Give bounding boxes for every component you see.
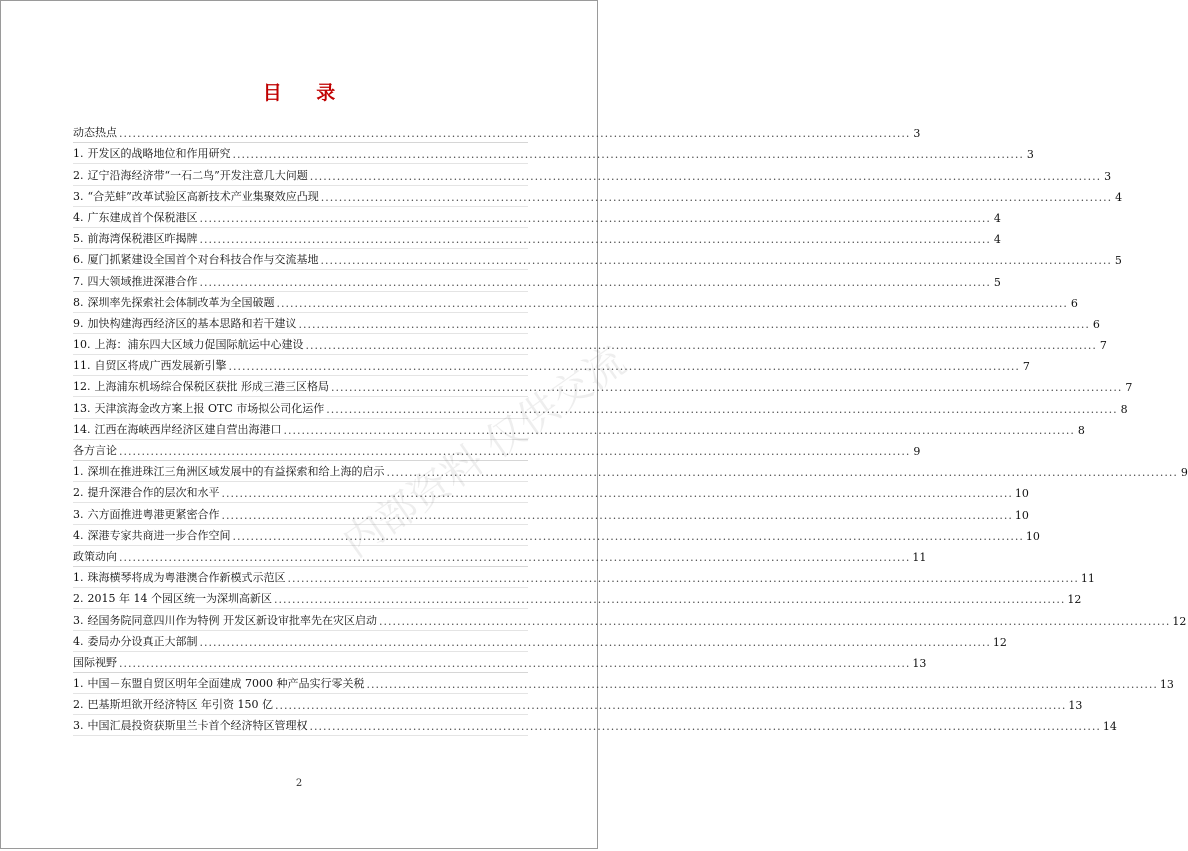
toc-entry[interactable]	[73, 164, 1112, 185]
toc-entry-number: 9.	[73, 316, 84, 330]
toc-entry[interactable]	[73, 397, 1128, 418]
toc-entry-label	[73, 167, 308, 183]
toc-entry-page: 10	[1014, 487, 1029, 501]
toc-entry[interactable]	[73, 249, 1122, 270]
dot-leader	[306, 339, 1097, 352]
dot-leader	[222, 487, 1013, 500]
dot-leader	[200, 233, 991, 246]
toc-entry-number: 3.	[73, 507, 84, 521]
toc-entry[interactable]	[73, 461, 1188, 482]
toc-entry-number: 2.	[73, 698, 84, 712]
toc-entry-label	[73, 378, 329, 394]
toc-entry-label	[73, 484, 220, 500]
toc-entry-number: 1.	[73, 677, 84, 691]
toc-entry-label	[73, 145, 231, 161]
toc-entry-number: 6.	[73, 253, 84, 267]
toc-entry-page: 5	[1114, 254, 1122, 268]
toc-entry[interactable]	[73, 715, 1117, 736]
toc-entry-number: 3.	[73, 189, 84, 203]
toc-entry[interactable]	[73, 588, 1082, 609]
dot-leader	[379, 615, 1170, 628]
toc-entry-page: 12	[1067, 593, 1082, 607]
toc-entry[interactable]	[73, 567, 1095, 588]
toc-entry-page: 7	[1125, 381, 1133, 395]
toc-section-heading[interactable]	[73, 440, 921, 461]
dot-leader	[387, 466, 1178, 479]
toc-entry-page: 8	[1120, 402, 1128, 416]
dot-leader	[331, 381, 1122, 394]
toc-entry-page: 6	[1070, 296, 1078, 310]
toc-entry-text: 六方面推进粤港更紧密合作	[87, 507, 220, 521]
toc-entry-number: 8.	[73, 295, 84, 309]
toc-entry-page: 9	[913, 445, 921, 458]
toc-entry-page: 12	[992, 635, 1007, 649]
toc-entry-label	[73, 124, 117, 140]
toc-section-heading[interactable]	[73, 122, 921, 143]
toc-entry-label	[73, 400, 324, 416]
dot-leader	[233, 530, 1024, 543]
dot-leader	[367, 678, 1158, 691]
toc-entry-label	[73, 612, 377, 628]
toc-entry-label	[73, 442, 117, 458]
toc-entry[interactable]	[73, 228, 1001, 249]
toc-entry-page: 10	[1025, 529, 1040, 543]
toc-entry-page: 5	[993, 275, 1001, 289]
toc-entry-number: 11.	[73, 359, 91, 373]
toc-entry-page: 13	[1068, 699, 1083, 713]
toc-entry-text: 提升深港合作的层次和水平	[87, 486, 220, 500]
dot-leader	[288, 572, 1079, 585]
dot-leader	[119, 551, 910, 564]
toc-entry-label	[73, 421, 282, 437]
dot-leader	[222, 509, 1013, 522]
toc-entry-number: 1.	[73, 465, 84, 479]
toc-entry[interactable]	[73, 143, 1034, 164]
toc-entry-page: 4	[993, 211, 1001, 225]
toc-entry[interactable]	[73, 270, 1001, 291]
toc-entry[interactable]	[73, 525, 1040, 546]
dot-leader	[200, 212, 991, 225]
dot-leader	[284, 424, 1075, 437]
dot-leader	[200, 276, 991, 289]
toc-entry-page: 8	[1077, 423, 1085, 437]
toc-entry-label	[73, 569, 286, 585]
toc-entry-number: 2.	[73, 486, 84, 500]
toc-entry-page: 4	[993, 233, 1001, 247]
toc-entry-number: 2.	[73, 592, 84, 606]
toc-entry-label	[73, 717, 308, 733]
toc-entry-number: 2.	[73, 168, 84, 182]
toc-entry-text: 政策动向	[73, 549, 117, 563]
toc-entry[interactable]	[73, 334, 1107, 355]
toc-entry-number: 7.	[73, 274, 84, 288]
toc-title: 目 录	[262, 82, 350, 104]
toc-entry-text: 各方言论	[73, 444, 117, 457]
toc-entry-page: 3	[913, 127, 921, 141]
dot-leader	[321, 254, 1112, 267]
dot-leader	[321, 191, 1112, 204]
toc-entry-text: 厦门抓紧建设全国首个对台科技合作与交流基地	[87, 253, 319, 267]
dot-leader	[274, 593, 1065, 606]
toc-entry-label	[73, 506, 220, 522]
dot-leader	[233, 148, 1024, 161]
toc-entry-text: 上海浦东机场综合保税区获批 形成三港三区格局	[94, 380, 329, 394]
dot-leader	[119, 657, 910, 670]
dot-leader	[310, 720, 1101, 733]
toc-entry-text: 前海湾保税港区昨揭牌	[87, 232, 198, 246]
toc-entry-page: 7	[1022, 360, 1030, 374]
toc-entry-label	[73, 463, 385, 479]
toc-entry-page: 11	[1080, 572, 1095, 586]
toc-entry-label	[73, 336, 304, 352]
toc-entry-text: 深圳在推进珠江三角洲区域发展中的有益探索和给上海的启示	[87, 465, 385, 479]
toc-entry-text: 上海：浦东四大区域力促国际航运中心建设	[94, 338, 304, 352]
dot-leader	[310, 170, 1101, 183]
toc-entry-page: 4	[1115, 190, 1123, 204]
toc-entry-page: 9	[1180, 466, 1188, 480]
toc-entry[interactable]	[73, 419, 1085, 440]
toc-entry-label	[73, 294, 275, 310]
toc-entry-number: 10.	[73, 338, 91, 352]
toc-entry-label	[73, 654, 117, 670]
dot-leader	[229, 360, 1020, 373]
toc-entry-text: 加快构建海西经济区的基本思路和若干建议	[87, 316, 297, 330]
toc-entry[interactable]	[73, 376, 1133, 397]
watermark: 内部资料 仅供交流	[334, 338, 634, 567]
toc-entry-text: 深圳率先探索社会体制改革为全国破题	[87, 295, 275, 309]
toc-entry-page: 12	[1172, 614, 1187, 628]
table-of-contents	[73, 122, 1188, 736]
toc-entry[interactable]	[73, 694, 1083, 715]
dot-leader	[119, 445, 910, 458]
toc-entry[interactable]	[73, 609, 1187, 630]
dot-leader	[326, 403, 1117, 416]
toc-entry-text: 辽宁沿海经济带“一石二鸟”开发注意几大问题	[87, 168, 308, 182]
toc-entry-text: 经国务院同意四川作为特例 开发区新设审批率先在灾区启动	[87, 613, 377, 627]
toc-entry[interactable]	[73, 292, 1078, 313]
toc-entry-text: 巴基斯坦欲开经济特区 年引资 150 亿	[87, 698, 273, 712]
toc-entry-label	[73, 633, 198, 649]
toc-entry-label	[73, 527, 231, 543]
toc-entry-number: 3.	[73, 613, 84, 627]
toc-entry-text: 中国汇晨投资获斯里兰卡首个经济特区管理权	[87, 719, 308, 733]
toc-entry-label	[73, 230, 198, 246]
toc-entry-label	[73, 273, 198, 289]
toc-entry-label	[73, 548, 117, 564]
toc-entry-text: 动态热点	[73, 126, 117, 140]
toc-entry-page: 11	[912, 550, 927, 564]
toc-entry-text: 自贸区将成广西发展新引擎	[94, 359, 227, 373]
toc-entry-label	[73, 675, 365, 691]
toc-entry-text: 广东建成首个保税港区	[87, 210, 198, 224]
toc-entry-label	[73, 357, 227, 373]
toc-entry[interactable]	[73, 313, 1100, 334]
toc-entry-page: 6	[1092, 317, 1100, 331]
toc-section-heading[interactable]	[73, 546, 927, 567]
toc-entry-page: 13	[912, 656, 927, 670]
toc-entry-label	[73, 209, 198, 225]
dot-leader	[299, 318, 1090, 331]
toc-entry-text: 天津滨海金改方案上报 OTC 市场拟公司化运作	[94, 401, 325, 415]
toc-entry-page: 3	[1026, 148, 1034, 162]
toc-entry-number: 5.	[73, 232, 84, 246]
toc-entry-page: 14	[1102, 720, 1117, 734]
toc-entry-page: 10	[1014, 508, 1029, 522]
toc-entry-text: 国际视野	[73, 655, 117, 669]
toc-entry[interactable]	[73, 207, 1001, 228]
dot-leader	[200, 636, 991, 649]
toc-entry[interactable]	[73, 355, 1030, 376]
toc-entry-text: 珠海横琴将成为粤港澳合作新模式示范区	[87, 571, 286, 585]
toc-entry[interactable]	[73, 673, 1174, 694]
toc-entry-label	[73, 590, 272, 606]
toc-entry-page: 13	[1159, 678, 1174, 692]
toc-entry-page: 3	[1104, 169, 1112, 183]
toc-entry-label	[73, 188, 319, 204]
toc-entry-number: 4.	[73, 634, 84, 648]
toc-entry[interactable]	[73, 482, 1029, 503]
toc-entry-number: 12.	[73, 380, 91, 394]
toc-entry-text: “合芜蚌”改革试验区高新技术产业集聚效应凸现	[87, 189, 319, 203]
toc-entry-text: 委局办分设真正大部制	[87, 634, 198, 648]
toc-entry-text: 中国－东盟自贸区明年全面建成 7000 种产品实行零关税	[87, 677, 365, 691]
dot-leader	[275, 699, 1066, 712]
dot-leader	[277, 297, 1068, 310]
toc-entry-text: 开发区的战略地位和作用研究	[87, 147, 231, 161]
toc-entry-number: 3.	[73, 719, 84, 733]
toc-entry-number: 1.	[73, 147, 84, 161]
toc-entry-text: 2015 年 14 个园区统一为深圳高新区	[87, 592, 272, 606]
toc-entry-text: 深港专家共商进一步合作空间	[87, 528, 231, 542]
toc-entry-text: 四大领域推进深港合作	[87, 274, 198, 288]
toc-entry-label	[73, 315, 297, 331]
dot-leader	[119, 127, 910, 140]
toc-section-heading[interactable]	[73, 652, 927, 673]
page-number: 2	[295, 778, 303, 789]
toc-entry-label	[73, 696, 273, 712]
toc-entry-number: 1.	[73, 571, 84, 585]
toc-entry-number: 13.	[73, 401, 91, 415]
toc-entry-number: 4.	[73, 210, 84, 224]
toc-entry-page: 7	[1099, 339, 1107, 353]
toc-entry[interactable]	[73, 631, 1007, 652]
toc-entry-number: 14.	[73, 422, 91, 436]
toc-entry-number: 4.	[73, 528, 84, 542]
toc-entry[interactable]	[73, 503, 1029, 524]
toc-entry-text: 江西在海峡西岸经济区建自营出海港口	[94, 422, 282, 436]
toc-entry[interactable]	[73, 186, 1123, 207]
toc-entry-label	[73, 251, 319, 267]
